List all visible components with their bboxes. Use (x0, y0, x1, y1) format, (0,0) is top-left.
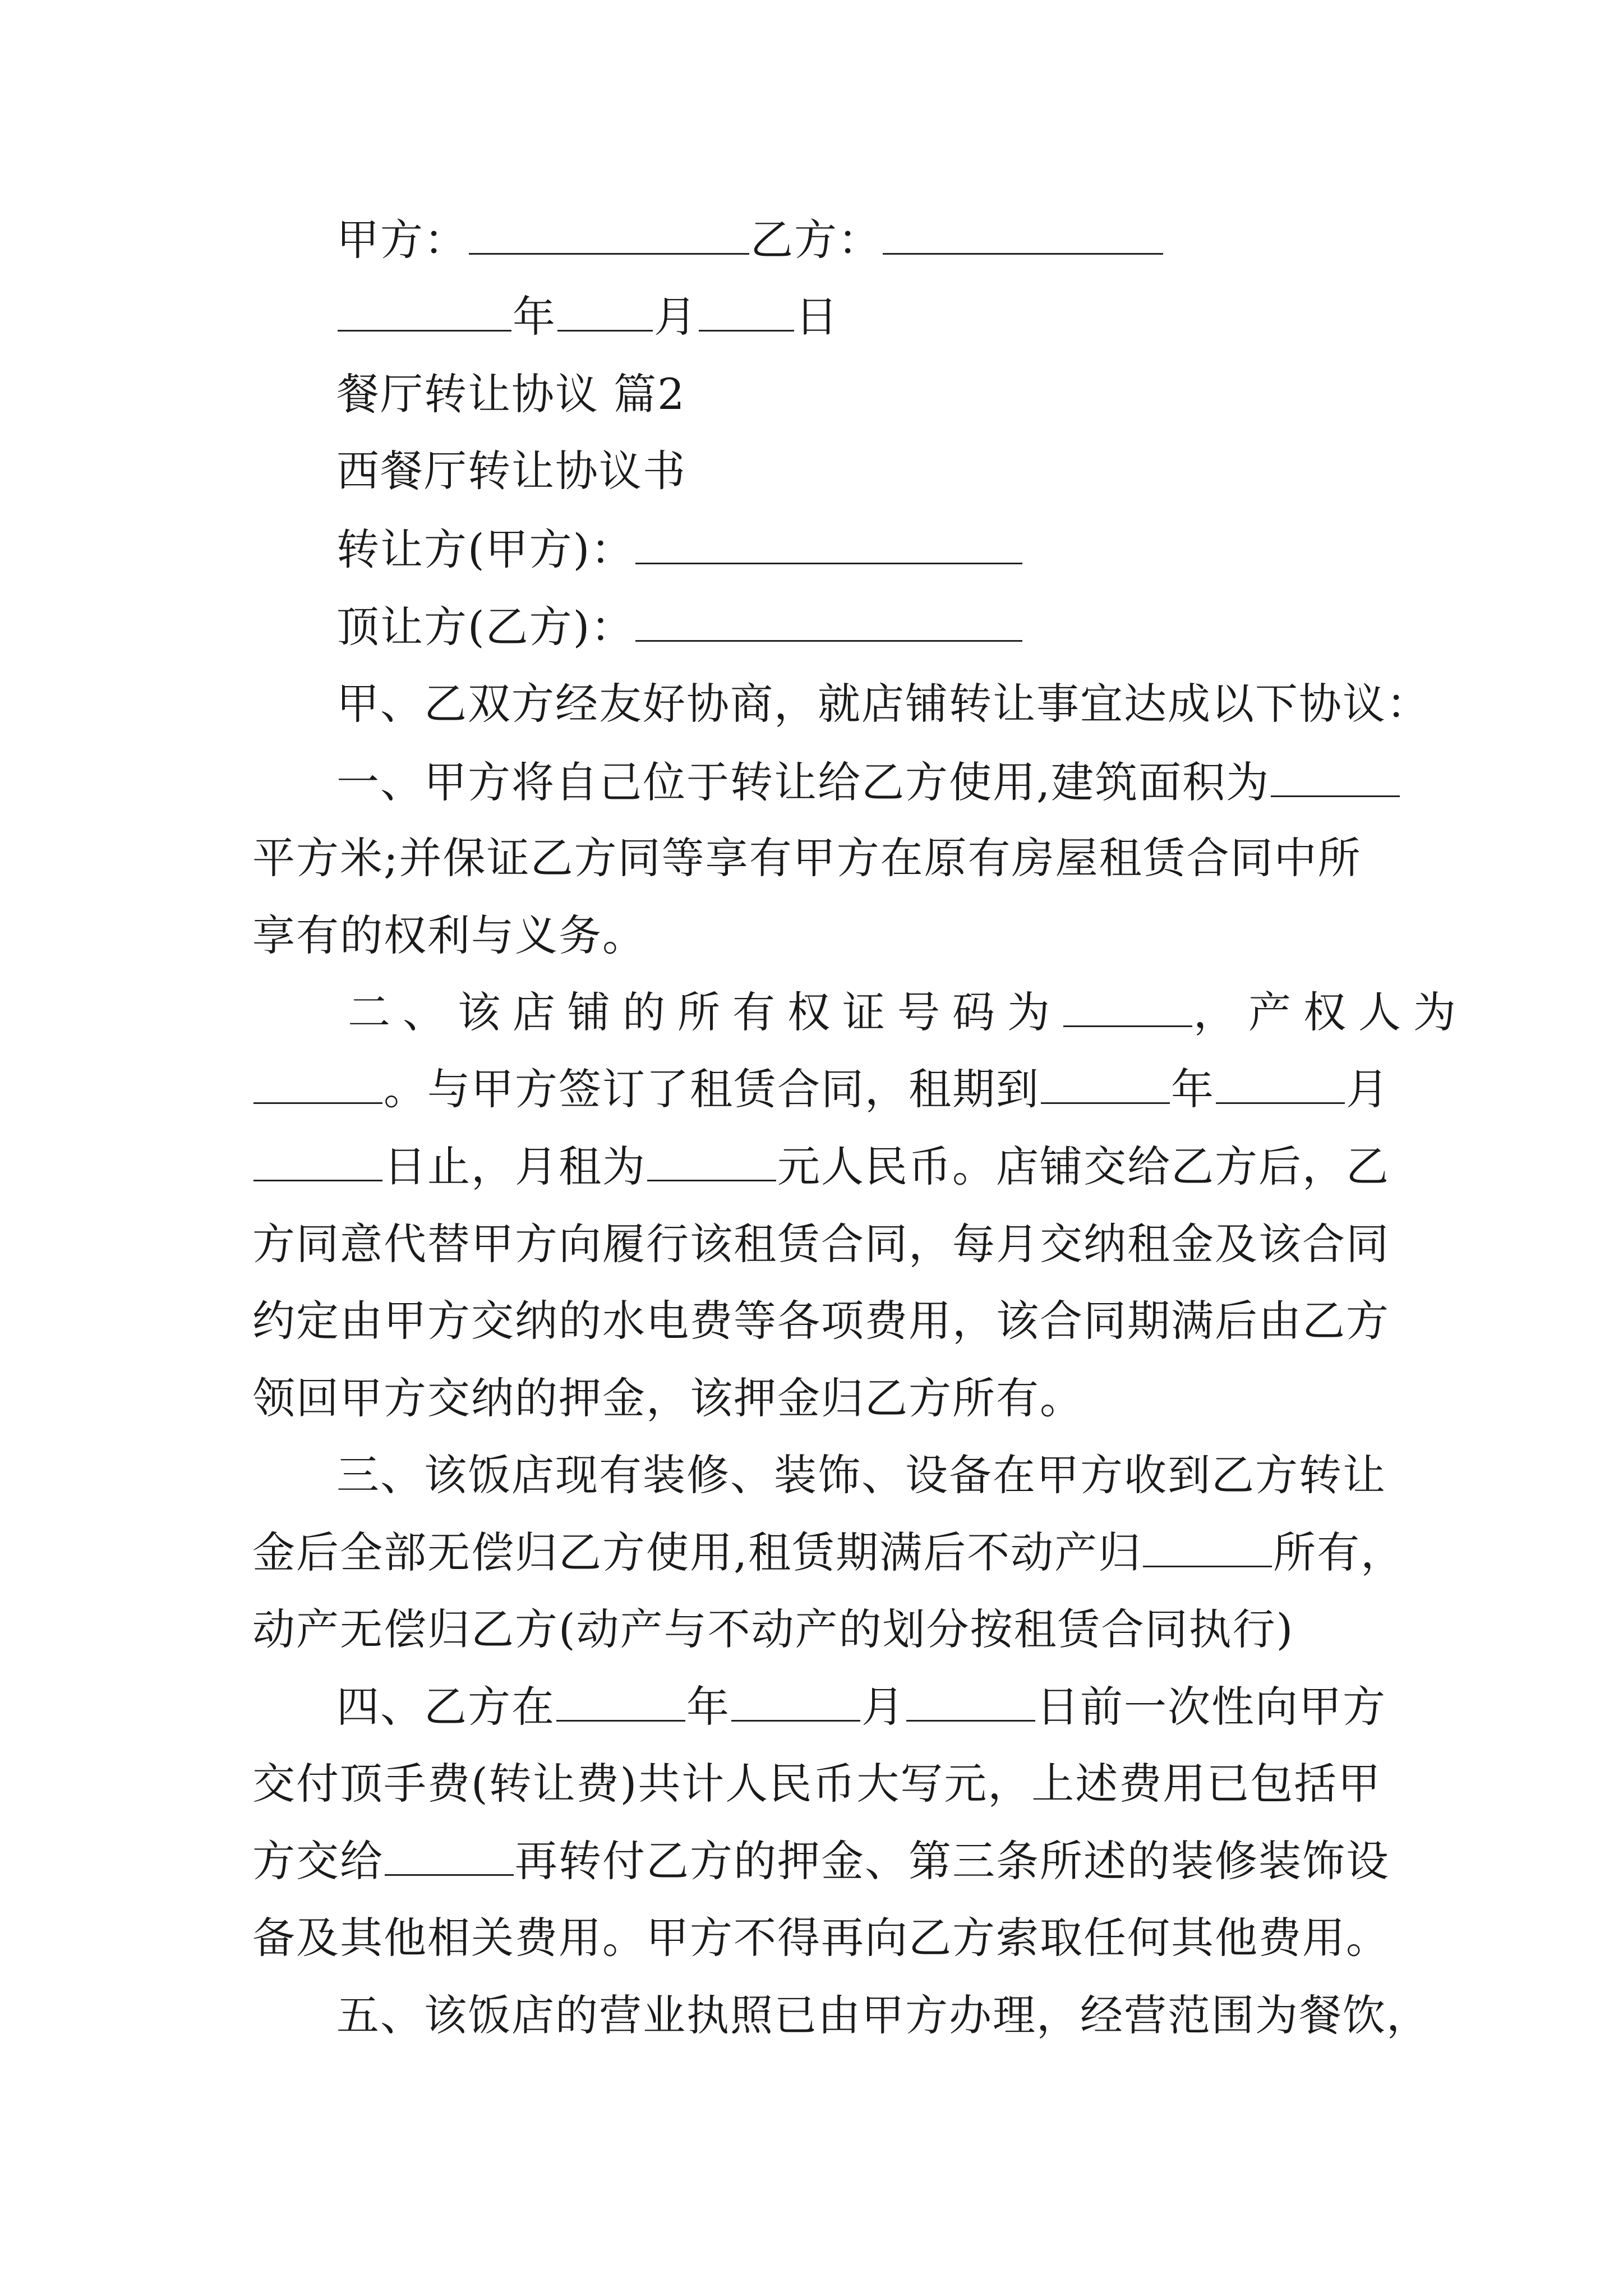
transferor-label: 转让方(甲方)： (336, 524, 635, 574)
clause4-text-c: 方交给 (252, 1836, 384, 1886)
payment-month-blank (731, 1681, 860, 1722)
intro-paragraph: 甲、乙双方经友好协商，就店铺转让事宜达成以下协议： (336, 679, 1430, 729)
clause4-text-d: 再转付乙方的押金、第三条所述的装修装饰设 (515, 1836, 1390, 1886)
clause3-line1: 三、该饭店现有装修、装饰、设备在甲方收到乙方转让 (336, 1450, 1386, 1500)
clause2-line2 (252, 1061, 1390, 1117)
transferee-row (336, 599, 1469, 655)
clause5-line1: 五、该饭店的营业执照已由甲方办理，经营范围为餐饮， (336, 1990, 1430, 2040)
payment-year-blank (556, 1681, 685, 1722)
real-estate-owner-blank (1143, 1526, 1272, 1567)
lease-year-blank (1041, 1063, 1170, 1104)
clause2-line3 (252, 1139, 1390, 1195)
clause3-text-b: 所有， (1273, 1527, 1405, 1577)
clause4-line1 (336, 1679, 1469, 1735)
month-blank (557, 291, 653, 332)
clause1-text: 一、甲方将自己位于转让给乙方使用,建筑面积为 (336, 757, 1270, 807)
clause2-line5: 约定由甲方交纳的水电费等各项费用，该合同期满后由乙方 (252, 1296, 1390, 1346)
clause2-text-b: ，产权人为 (1193, 987, 1468, 1037)
month-label: 月 (654, 292, 698, 342)
clause4-line2: 交付顶手费(转让费)共计人民币大写元，上述费用已包括甲 (252, 1759, 1382, 1809)
area-blank (1271, 756, 1400, 797)
clause2-line6: 领回甲方交纳的押金，该押金归乙方所有。 (252, 1373, 1083, 1423)
transferor-row (336, 522, 1469, 578)
certificate-number-blank (1063, 986, 1192, 1027)
clause2-year-label: 年 (1171, 1064, 1215, 1114)
lease-month-blank (1216, 1063, 1345, 1104)
clause4-year-label: 年 (686, 1682, 730, 1732)
clause4-line3 (252, 1833, 1390, 1889)
clause3-text-a: 金后全部无偿归乙方使用,租赁期满后不动产归 (252, 1527, 1142, 1577)
rent-blank (647, 1140, 776, 1181)
clause3-line2 (252, 1525, 1405, 1581)
clause1-line1 (336, 754, 1469, 811)
party-b-blank (883, 214, 1163, 255)
clause3-line3: 动产无偿归乙方(动产与不动产的划分按租赁合同执行) (252, 1604, 1294, 1654)
party-b-label: 乙方： (750, 215, 882, 265)
clause4-line4: 备及其他相关费用。甲方不得再向乙方索取任何其他费用。 (252, 1913, 1390, 1963)
party-a-label: 甲方： (336, 215, 468, 265)
year-label: 年 (513, 292, 556, 342)
day-blank (699, 291, 794, 332)
clause2-text-c: 。与甲方签订了租赁合同，租期到 (384, 1064, 1040, 1114)
payment-day-blank (906, 1681, 1035, 1722)
lease-day-blank (253, 1140, 382, 1181)
clause2-month-label: 月 (1346, 1064, 1390, 1114)
clause2-text-a: 二、该店铺的所有权证号码为 (348, 987, 1062, 1037)
day-label: 日 (795, 292, 839, 342)
transferor-blank (635, 523, 1022, 564)
transferee-blank (635, 601, 1022, 642)
clause2-line4: 方同意代替甲方向履行该租赁合同，每月交纳租金及该合同 (252, 1219, 1390, 1269)
year-blank (338, 291, 511, 332)
deposit-payer-blank (385, 1835, 514, 1876)
date-row (336, 289, 1469, 345)
clause2-line1 (348, 984, 1481, 1041)
document-title: 西餐厅转让协议书 (336, 446, 686, 496)
clause2-text-d: 日止，月租为 (384, 1142, 646, 1191)
clause4-text-b: 日前一次性向甲方 (1036, 1682, 1386, 1732)
owner-blank (253, 1063, 382, 1104)
clause4-month-label: 月 (861, 1682, 905, 1732)
clause1-line2: 平方米;并保证乙方同等享有甲方在原有房屋租赁合同中所 (252, 833, 1362, 883)
section-heading: 餐厅转让协议 篇2 (336, 369, 686, 419)
clause4-text-a: 四、乙方在 (336, 1682, 555, 1732)
clause1-line3: 享有的权利与义务。 (252, 910, 646, 960)
signature-row (336, 212, 1469, 268)
party-a-blank (469, 214, 749, 255)
clause2-text-e: 元人民币。店铺交给乙方后，乙 (777, 1142, 1390, 1191)
transferee-label: 顶让方(乙方)： (336, 602, 635, 652)
